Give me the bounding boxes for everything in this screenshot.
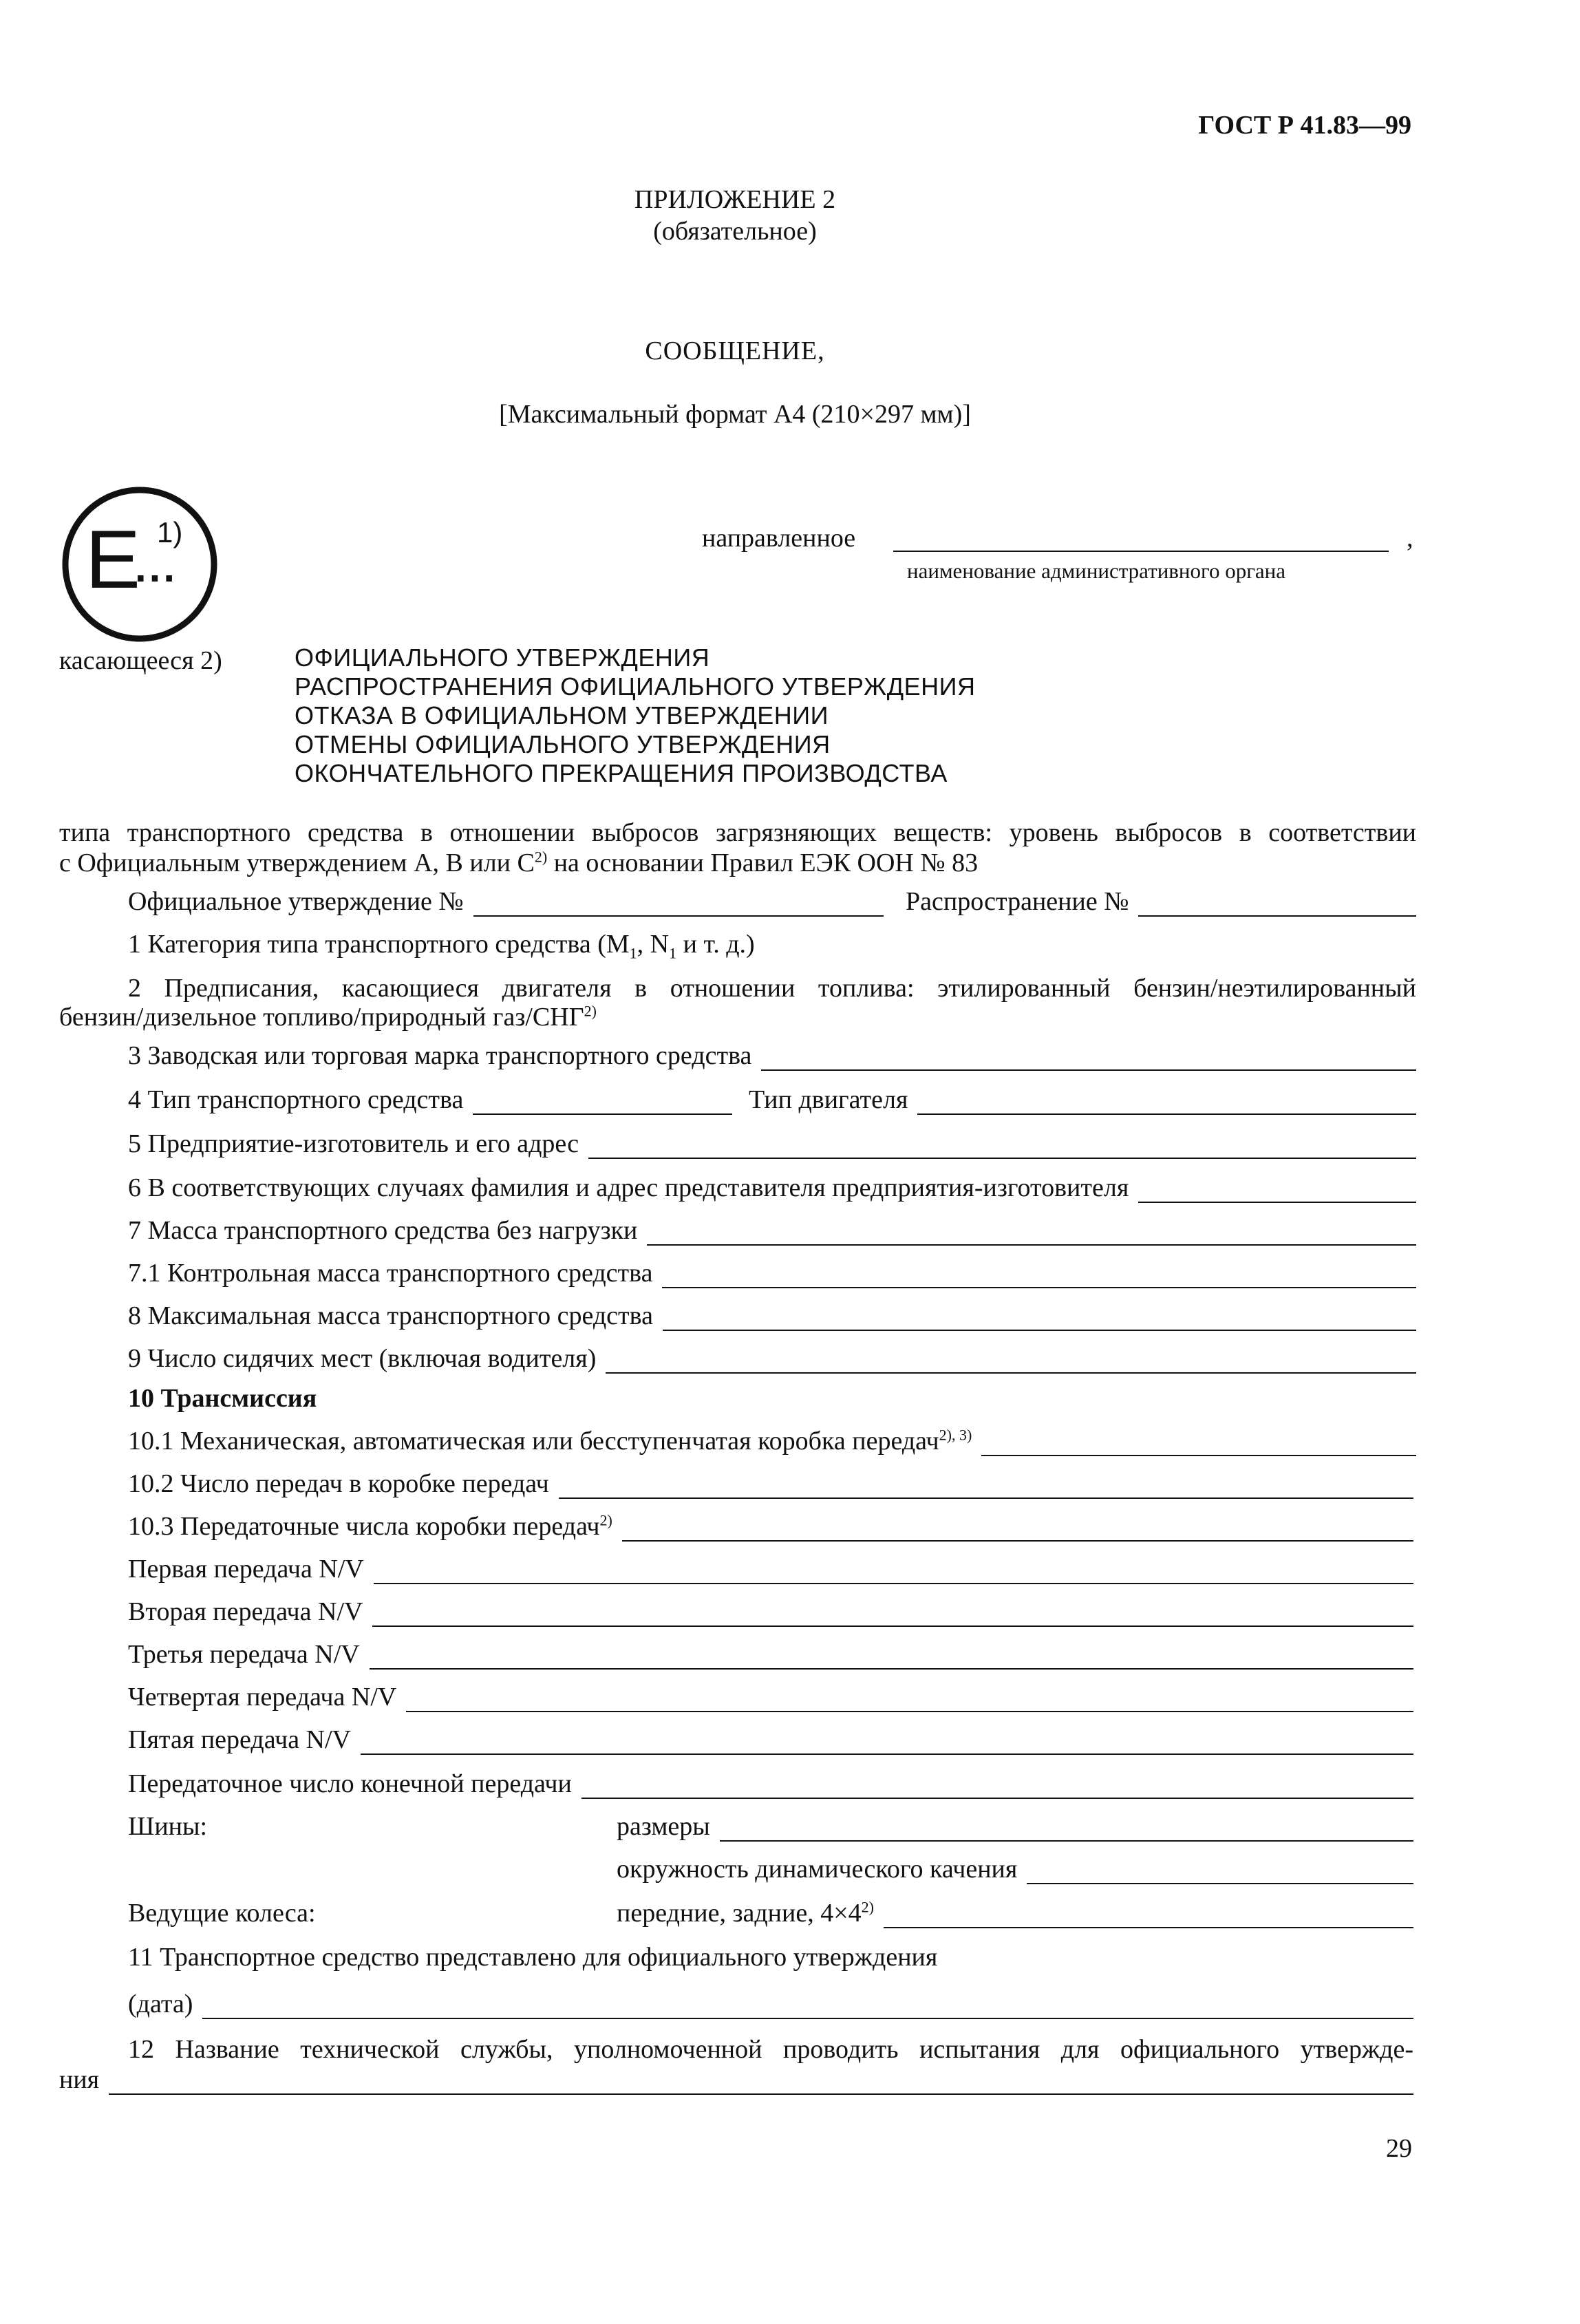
emblem-dots: ...: [135, 544, 178, 590]
annex-type: (обязательное): [653, 217, 817, 246]
item-7-1-row: [128, 1258, 1416, 1288]
item-1: [128, 929, 755, 962]
option-extension: РАСПРОСТРАНЕНИЯ ОФИЦИАЛЬНОГО УТВЕРЖДЕНИЯ: [295, 672, 976, 701]
gear-2-label: Вторая передача N/V: [128, 1597, 363, 1626]
item-10-3-field[interactable]: [622, 1517, 1413, 1542]
item-5-label: 5 Предприятие-изготовитель и его адрес: [128, 1129, 579, 1158]
item-2-text: бензин/дизельное топливо/природный газ/СНГ: [59, 1003, 584, 1032]
intro-text-b: на основании Правил ЕЭК ООН № 83: [547, 849, 979, 877]
intro-line-1: типа транспортного средства в отношении выбросов загрязняющих веществ: уровень выбросов в соответствии: [59, 818, 1416, 847]
extension-number-label: Распространение №: [906, 887, 1129, 916]
item-10-3-row: [128, 1511, 1413, 1542]
item-3-label: 3 Заводская или торговая марка транспортного средства: [128, 1041, 752, 1070]
submission-date-label: (дата): [128, 1990, 193, 2018]
item-2-line-1: 2 Предписания, касающиеся двигателя в отношении топлива: этилированный бензин/неэтилированный: [128, 974, 1416, 1003]
driven-wheels-footnote: 2): [861, 1898, 874, 1916]
option-discontinued: ОКОНЧАТЕЛЬНОГО ПРЕКРАЩЕНИЯ ПРОИЗВОДСТВА: [295, 759, 948, 787]
item-9-field[interactable]: [606, 1349, 1416, 1374]
technical-service-field[interactable]: [109, 2070, 1413, 2095]
item-11-label: 11 Транспортное средство представлено для официального утверждения: [128, 1943, 938, 1972]
item-10-3-footnote: 2): [599, 1511, 612, 1529]
option-approval: ОФИЦИАЛЬНОГО УТВЕРЖДЕНИЯ: [295, 643, 710, 672]
concerning-label: касающееся 2): [59, 646, 222, 675]
item-6-row: [128, 1173, 1416, 1203]
option-refusal: ОТКАЗА В ОФИЦИАЛЬНОМ УТВЕРЖДЕНИИ: [295, 701, 829, 729]
addressed-label: направленное: [702, 524, 856, 553]
intro-line-2: [59, 848, 978, 878]
item-7-row: [128, 1215, 1416, 1246]
item-5-field[interactable]: [588, 1134, 1416, 1159]
item-2-footnote: 2): [584, 1002, 597, 1020]
vehicle-type-field[interactable]: [473, 1090, 732, 1115]
addressed-line[interactable]: [893, 551, 1389, 552]
item-9-row: [128, 1343, 1416, 1374]
item-10-heading: 10 Трансмиссия: [128, 1384, 317, 1413]
gear-2-row: [128, 1597, 1413, 1627]
item-1-sub-2: 1: [669, 944, 677, 962]
extension-number-row: [906, 886, 1416, 917]
gear-5-row: [128, 1725, 1413, 1755]
approval-number-row: [128, 886, 884, 917]
item-7-1-label: 7.1 Контрольная масса транспортного средства: [128, 1259, 653, 1288]
driven-wheels-label: Ведущие колеса:: [128, 1899, 316, 1928]
item-5-row: [128, 1129, 1416, 1159]
submission-date-row: [128, 1989, 1413, 2019]
standard-number: ГОСТ Р 41.83—99: [1198, 111, 1411, 140]
item-10-2-label: 10.2 Число передач в коробке передач: [128, 1469, 549, 1498]
emblem-letter: E: [85, 513, 141, 606]
item-10-3-text: 10.3 Передаточные числа коробки передач: [128, 1512, 600, 1541]
driven-wheels-text: передние, задние, 4×4: [617, 1899, 862, 1928]
item-10-1-row: [128, 1426, 1416, 1456]
item-6-field[interactable]: [1138, 1178, 1416, 1203]
driven-wheels-row: [617, 1898, 1413, 1928]
item-3-field[interactable]: [761, 1046, 1416, 1071]
final-drive-label: Передаточное число конечной передачи: [128, 1769, 572, 1798]
item-10-1-field[interactable]: [981, 1431, 1416, 1456]
emblem-footnote: 1): [157, 516, 183, 548]
gear-5-field[interactable]: [361, 1730, 1413, 1755]
item-3-row: [128, 1041, 1416, 1071]
item-10-2-row: [128, 1469, 1413, 1499]
intro-text-a: с Официальным утверждением А, В или С: [59, 849, 535, 877]
engine-type-label: Тип двигателя: [749, 1085, 908, 1114]
message-title: СООБЩЕНИЕ,: [645, 337, 825, 365]
item-10-2-field[interactable]: [559, 1474, 1413, 1499]
item-4-label: 4 Тип транспортного средства: [128, 1085, 464, 1114]
gear-1-label: Первая передача N/V: [128, 1555, 364, 1584]
gear-4-label: Четвертая передача N/V: [128, 1683, 397, 1712]
item-10-3-label: [128, 1511, 612, 1542]
item-6-label: 6 В соответствующих случаях фамилия и адрес представителя предприятия-изготовителя: [128, 1173, 1129, 1202]
approval-mark-emblem: [61, 485, 219, 643]
rolling-circumference-label: окружность динамического качения: [617, 1855, 1018, 1884]
final-drive-row: [128, 1769, 1413, 1799]
addressed-caption: наименование административного органа: [907, 559, 1286, 583]
driven-wheels-field[interactable]: [884, 1904, 1413, 1928]
gear-3-row: [128, 1639, 1413, 1670]
format-note: [Максимальный формат А4 (210×297 мм)]: [499, 400, 971, 429]
tires-label: Шины:: [128, 1812, 208, 1841]
gear-5-label: Пятая передача N/V: [128, 1725, 352, 1754]
item-7-label: 7 Масса транспортного средства без нагрузки: [128, 1216, 638, 1245]
item-7-field[interactable]: [647, 1221, 1416, 1246]
gear-3-field[interactable]: [370, 1645, 1413, 1670]
item-1-sub-1: 1: [629, 944, 637, 962]
item-12-continuation: ния: [59, 2065, 100, 2094]
rolling-circumference-field[interactable]: [1027, 1859, 1413, 1884]
item-4-engine-row: [749, 1085, 1416, 1115]
item-1-text-b: , N: [637, 930, 670, 959]
addressed-comma: ,: [1407, 524, 1413, 553]
gear-4-row: [128, 1682, 1413, 1712]
intro-footnote: 2): [534, 848, 548, 866]
engine-type-field[interactable]: [917, 1090, 1416, 1115]
approval-number-label: Официальное утверждение №: [128, 887, 464, 916]
gear-4-field[interactable]: [406, 1687, 1413, 1712]
page-number: 29: [1386, 2134, 1412, 2163]
driven-wheels-options: [617, 1898, 874, 1928]
tire-size-row: [617, 1811, 1413, 1842]
item-12-row: [59, 2065, 1413, 2095]
item-10-1-footnote: 2), 3): [939, 1426, 972, 1444]
item-1-text-c: и т. д.): [676, 930, 755, 959]
gear-1-row: [128, 1554, 1413, 1584]
item-9-label: 9 Число сидячих мест (включая водителя): [128, 1344, 597, 1373]
item-12-line-1: 12 Название технической службы, уполномоченной проводить испытания для официального утвержде-: [128, 2035, 1413, 2064]
gear-3-label: Третья передача N/V: [128, 1640, 360, 1669]
item-8-field[interactable]: [663, 1306, 1416, 1331]
item-8-label: 8 Максимальная масса транспортного средства: [128, 1301, 653, 1330]
approval-number-field[interactable]: [473, 892, 884, 917]
tire-size-label: размеры: [617, 1812, 710, 1841]
option-withdrawal: ОТМЕНЫ ОФИЦИАЛЬНОГО УТВЕРЖДЕНИЯ: [295, 730, 831, 758]
item-4-vehicle-row: [128, 1085, 732, 1115]
item-1-text-a: 1 Категория типа транспортного средства (M: [128, 930, 630, 959]
gear-1-field[interactable]: [374, 1559, 1413, 1584]
item-10-1-text: 10.1 Механическая, автоматическая или бесступенчатая коробка передач: [128, 1427, 939, 1456]
rolling-circumference-row: [617, 1854, 1413, 1884]
extension-number-field[interactable]: [1138, 892, 1416, 917]
item-2-line-2: [59, 1002, 597, 1032]
gear-2-field[interactable]: [372, 1602, 1413, 1627]
tire-size-field[interactable]: [720, 1817, 1413, 1842]
submission-date-field[interactable]: [202, 1994, 1413, 2019]
annex-title: ПРИЛОЖЕНИЕ 2: [634, 185, 836, 214]
item-8-row: [128, 1301, 1416, 1331]
item-10-1-label: [128, 1426, 972, 1456]
item-7-1-field[interactable]: [662, 1264, 1416, 1288]
final-drive-field[interactable]: [581, 1774, 1413, 1799]
